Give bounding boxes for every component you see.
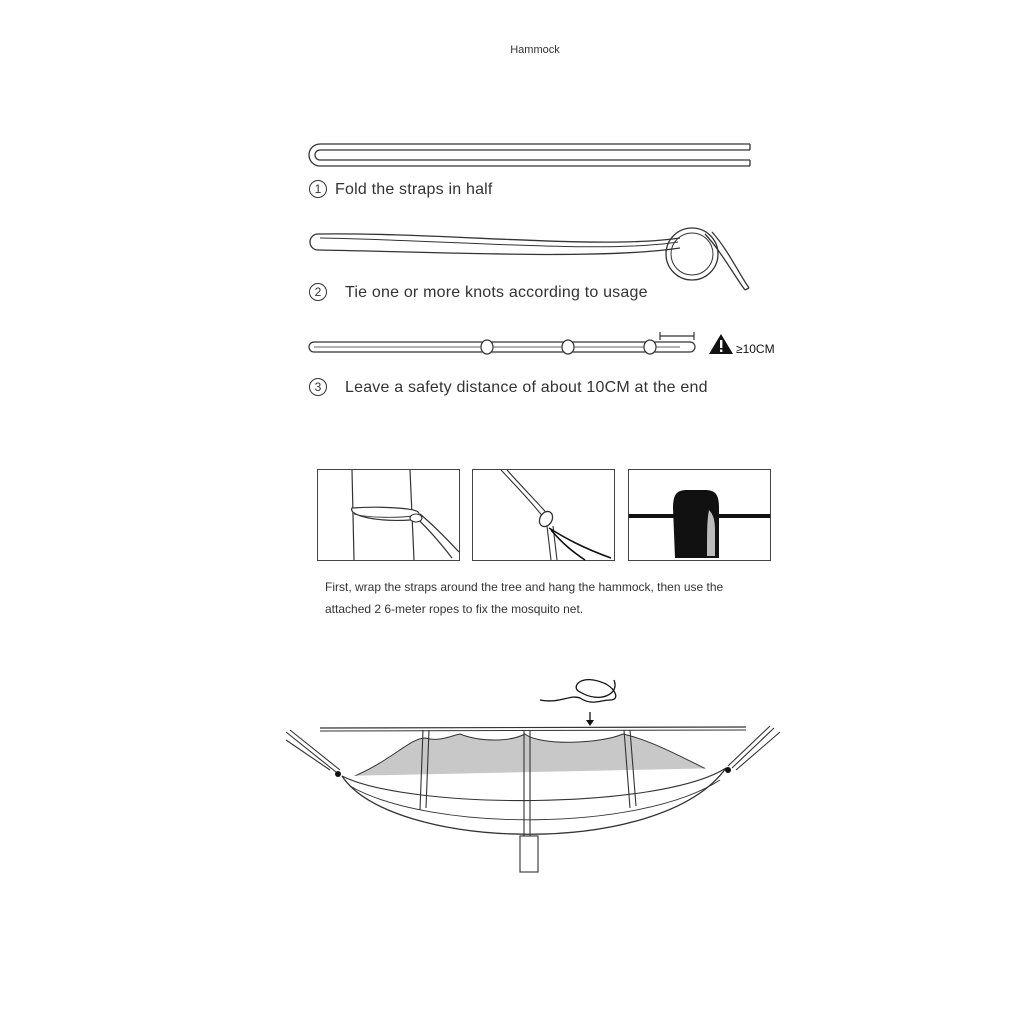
tree-wrap-icon	[318, 470, 459, 560]
step-1-text: Fold the straps in half	[335, 181, 493, 198]
step-2-text: Tie one or more knots according to usage	[345, 284, 648, 301]
folded-strap-illustration	[300, 140, 760, 176]
strap-loop-icon	[629, 470, 770, 560]
step-2-number: 2	[309, 283, 327, 301]
rope-coil-icon	[540, 680, 616, 703]
carabiner-knot-icon	[473, 470, 614, 560]
step-3-text: Leave a safety distance of about 10CM at the end	[345, 379, 708, 396]
step-1	[309, 180, 493, 199]
step-1-number: 1	[309, 180, 327, 198]
step-2	[309, 283, 648, 302]
page-title: Hammock	[510, 44, 560, 56]
warning-triangle-icon	[708, 333, 734, 355]
warning-label: ≥10CM	[736, 342, 775, 356]
panel-tree-wrap	[317, 469, 460, 561]
instruction-text: First, wrap the straps around the tree and hang the hammock, then use the attached 2 6-meter ropes to fix the mosquito net.	[325, 580, 724, 616]
panel-carabiner	[472, 469, 615, 561]
hammock-illustration	[280, 660, 780, 900]
step-3-number: 3	[309, 378, 327, 396]
multi-knot-strap-illustration	[300, 330, 700, 364]
panel-strap-loop	[628, 469, 771, 561]
step-3	[309, 378, 708, 397]
